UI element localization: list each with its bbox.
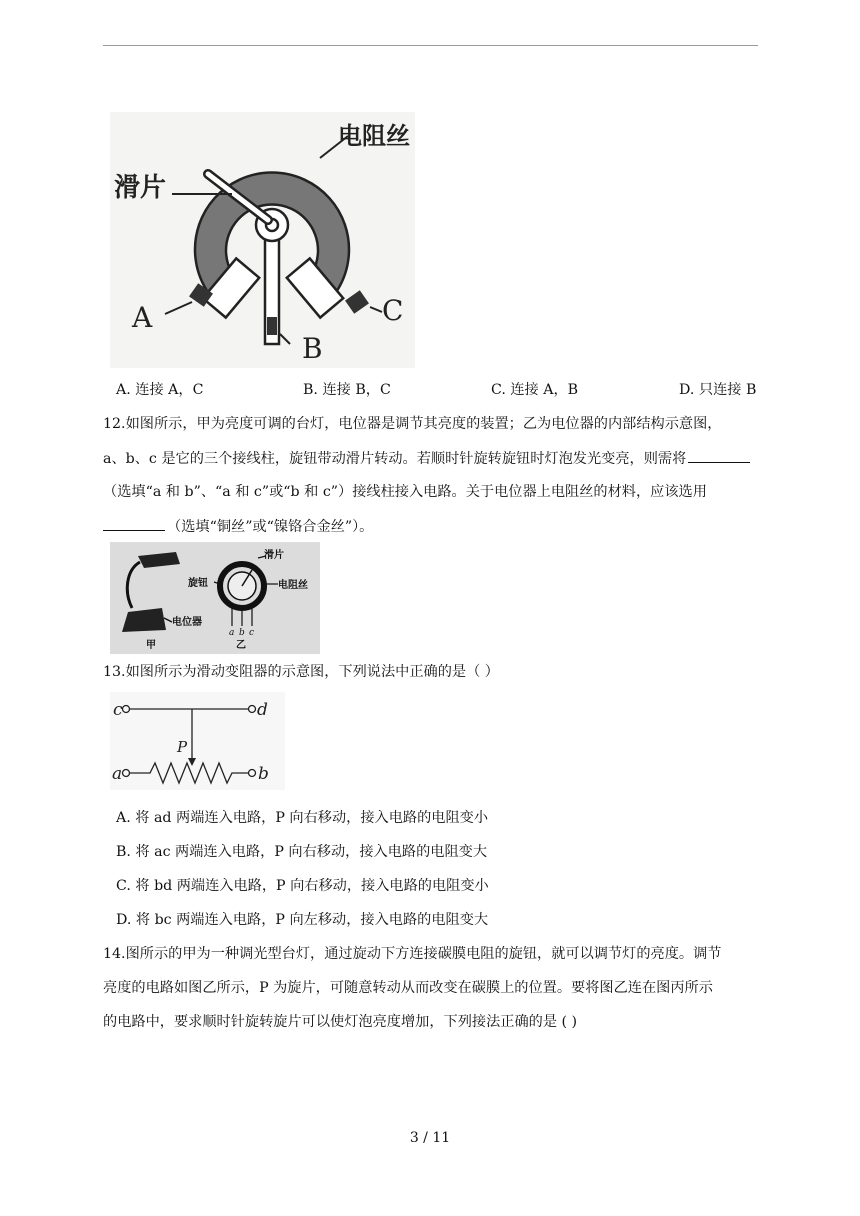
q13-stem: 13.如图所示为滑动变阻器的示意图，下列说法中正确的是（ ） bbox=[103, 664, 499, 680]
fig1-label-slider: 滑片 bbox=[114, 173, 167, 203]
q12-line-3: （选填“a 和 b”、“a 和 c”或“b 和 c”）接线柱接入电路。关于电位器上电阻丝的材料，应该选用 bbox=[103, 484, 707, 500]
fig2-label-jia: 甲 bbox=[146, 640, 156, 651]
fig2-label-slider: 滑片 bbox=[264, 550, 284, 561]
fig2-label-knob: 旋钮 bbox=[188, 578, 208, 589]
q11-option-c: C. 连接 A，B bbox=[491, 382, 579, 398]
q14-line-2: 亮度的电路如图乙所示，P 为旋片，可随意转动从而改变在碳膜上的位置。要将图乙连在图丙所示 bbox=[103, 980, 713, 996]
fig2-label-yi: 乙 bbox=[236, 640, 246, 651]
q12-line-4 bbox=[103, 516, 373, 537]
q14-line-1: 14.图所示的甲为一种调光型台灯，通过旋动下方连接碳膜电阻的旋钮，就可以调节灯的亮度。调节 bbox=[103, 946, 722, 962]
fig2-label-c: c bbox=[249, 628, 255, 638]
lamp-potentiometer-figure bbox=[110, 542, 320, 654]
q12-line-2 bbox=[103, 448, 752, 469]
q11-option-b: B. 连接 B，C bbox=[303, 382, 391, 398]
rheostat-figure bbox=[110, 692, 285, 790]
fig1-label-b: B bbox=[302, 332, 323, 365]
fig2-label-b: b bbox=[239, 628, 245, 638]
potentiometer-figure bbox=[110, 112, 415, 368]
fig1-label-a: A bbox=[132, 301, 153, 334]
fig2-label-wire: 电阻丝 bbox=[278, 580, 308, 591]
fig1-label-wire: 电阻丝 bbox=[338, 122, 410, 150]
q13-option-c: C. 将 bd 两端连入电路，P 向右移动，接入电路的电阻变小 bbox=[116, 878, 489, 894]
fig2-label-pot: 电位器 bbox=[172, 617, 202, 628]
q14-line-3: 的电路中，要求顺时针旋转旋片可以使灯泡亮度增加，下列接法正确的是 ( ) bbox=[103, 1014, 578, 1030]
answer-blank-1 bbox=[688, 448, 750, 463]
fig2-label-a: a bbox=[229, 628, 235, 638]
q12-line-4-text: （选填“铜丝”或“镍铬合金丝”）。 bbox=[167, 519, 374, 535]
page-number: 3 / 11 bbox=[409, 1130, 451, 1146]
q11-option-a: A. 连接 A，C bbox=[116, 382, 204, 398]
q13-option-a: A. 将 ad 两端连入电路，P 向右移动，接入电路的电阻变小 bbox=[116, 810, 489, 826]
q13-option-d: D. 将 bc 两端连入电路，P 向左移动，接入电路的电阻变大 bbox=[116, 912, 489, 928]
fig3-label-a: a bbox=[112, 764, 123, 784]
fig3-label-b: b bbox=[258, 764, 269, 784]
q11-option-d: D. 只连接 B bbox=[679, 382, 757, 398]
q13-option-b: B. 将 ac 两端连入电路，P 向右移动，接入电路的电阻变大 bbox=[116, 844, 488, 860]
fig3-label-c: c bbox=[113, 700, 123, 720]
fig3-label-p: P bbox=[177, 738, 188, 756]
q12-line-1: 12.如图所示，甲为亮度可调的台灯，电位器是调节其亮度的装置；乙为电位器的内部结构示意图， bbox=[103, 416, 722, 432]
answer-blank-2 bbox=[103, 516, 165, 531]
header-rule bbox=[103, 45, 758, 46]
q12-line-2-text: a、b、c 是它的三个接线柱，旋钮带动滑片转动。若顺时针旋转旋钮时灯泡发光变亮，则需将 bbox=[103, 451, 687, 467]
fig3-label-d: d bbox=[257, 700, 268, 720]
fig1-label-c: C bbox=[382, 294, 404, 327]
